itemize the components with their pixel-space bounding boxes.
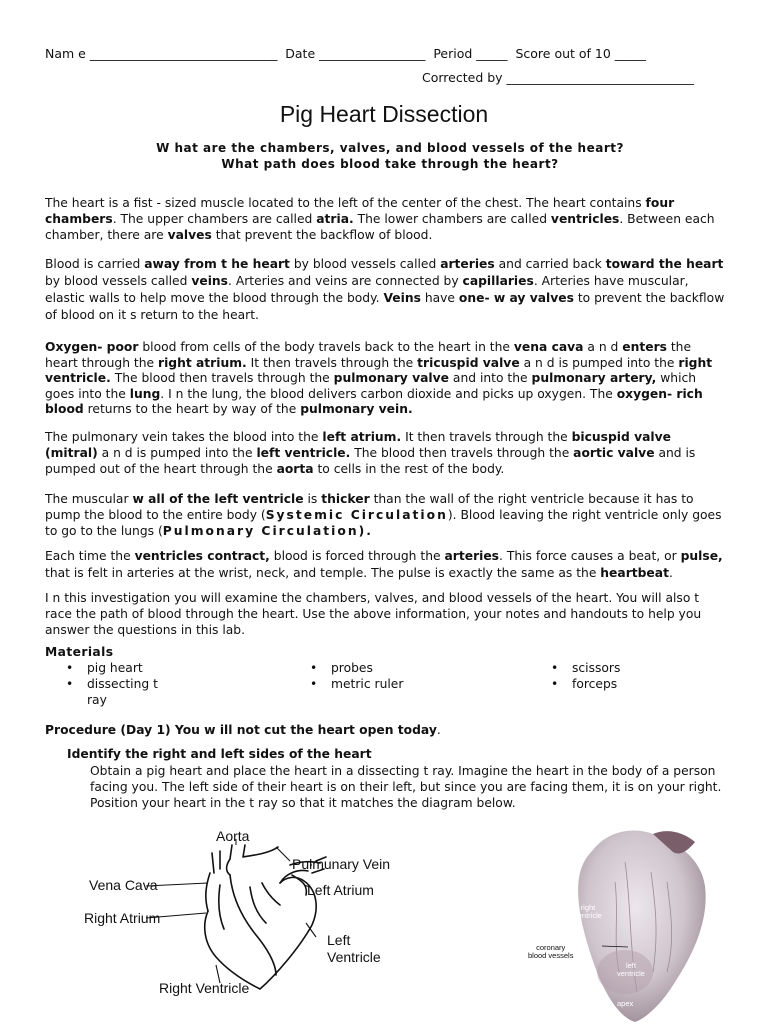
paragraph-2: Blood is carried away from t he heart by blood vessels called arteries and carried back toward the heart by blood vessels called veins. Arteries and veins are connected by capillaries. Arteries have muscular, elastic walls to help move the blood through the body. Veins have one- w ay valves to prevent the backflow of blood on it s return to the heart. bbox=[45, 257, 725, 322]
list-item: • forceps bbox=[547, 676, 707, 692]
label-vena-cava: Vena Cava bbox=[89, 877, 158, 893]
photo-label-apex: apex bbox=[617, 999, 634, 1008]
paragraph-7: I n this investigation you will examine the chambers, valves, and blood vessels of the heart. You will also t race the path of blood through the heart. Use the above information, your notes and handouts to help you answer the questions in this lab. bbox=[45, 591, 702, 637]
guiding-questions bbox=[0, 140, 768, 172]
paragraph-5: The muscular w all of the left ventricle is thicker than the wall of the right ventricle because it has to pump the blood to the entire body (Systemic Circulation). Blood leaving the right ventricle only goes to go to the lungs (Pulmonary Circulation). bbox=[45, 492, 722, 538]
list-item: • pig heart bbox=[62, 660, 202, 676]
paragraph-6: Each time the ventricles contract, blood is forced through the arteries. This force causes a beat, or pulse, that is felt in arteries at the wrist, neck, and temple. The pulse is exactly the same as the heartbeat. bbox=[45, 549, 723, 580]
photo-label-left-ventricle: left ventricle bbox=[617, 961, 645, 978]
list-item: • metric ruler bbox=[306, 676, 466, 692]
label-left-ventricle: Left Ventricle bbox=[327, 932, 381, 965]
label-left-atrium: Left Atrium bbox=[307, 882, 374, 898]
procedure-heading: Procedure (Day 1) You w ill not cut the heart open today. bbox=[45, 723, 441, 737]
label-right-ventricle: Right Ventricle bbox=[159, 980, 250, 996]
photo-label-coronary: coronary blood vessels bbox=[528, 943, 574, 960]
aorta-lines bbox=[227, 845, 278, 875]
label-right-atrium: Right Atrium bbox=[84, 910, 161, 926]
label-pulmonary-vein: Pulmunary Vein bbox=[292, 856, 391, 872]
paragraph-1: The heart is a fist - sized muscle located to the left of the center of the chest. The heart contains four chambers. The upper chambers are called atria. The lower chambers are called ventricles. Between each chamber, there are valves that prevent the backflow of blood. bbox=[45, 196, 715, 242]
list-item: • dissecting t ray bbox=[62, 676, 202, 708]
heart-photo bbox=[555, 822, 715, 1024]
paragraph-3: Oxygen- poor blood from cells of the body travels back to the heart in the vena cava a n d enters the heart through the right atrium. It then travels through the tricuspid valve a n d is pumped into the right ventricle. The blood then travels through the pulmonary valve and into the pulmonary artery, which goes into the lung. I n the lung, the blood delivers carbon dioxide and picks up oxygen. The oxygen- rich blood returns to the heart by way of the pulmonary vein. bbox=[45, 340, 713, 416]
header-corrected-line: Corrected by ______________________________ bbox=[422, 70, 695, 85]
procedure-subheading: Identify the right and left sides of the heart bbox=[67, 747, 372, 761]
materials-heading: Materials bbox=[45, 645, 114, 659]
question-2: What path does blood take through the heart? bbox=[221, 157, 559, 171]
procedure-text: Obtain a pig heart and place the heart in a dissecting t ray. Imagine the heart in the body of a person facing you. The left side of their heart is on their left, but since you are facing them, it is on your right. Position your heart in the t ray so that it matches the diagram below. bbox=[90, 764, 722, 810]
materials-col-3 bbox=[547, 660, 707, 692]
page-title: Pig Heart Dissection bbox=[279, 101, 489, 127]
photo-label-right-ventricle: right ventricle bbox=[574, 903, 602, 920]
label-aorta: Aorta bbox=[216, 828, 250, 844]
materials-col-1 bbox=[62, 660, 202, 708]
list-item: • probes bbox=[306, 660, 466, 676]
question-1: W hat are the chambers, valves, and blood vessels of the heart? bbox=[156, 141, 624, 155]
header-name-line: Nam e ______________________________ Date _________________ Period _____ Score out of 10 _____ bbox=[45, 46, 647, 61]
list-item: • scissors bbox=[547, 660, 707, 676]
materials-col-2 bbox=[306, 660, 466, 692]
paragraph-4: The pulmonary vein takes the blood into the left atrium. It then travels through the bicuspid valve (mitral) a n d is pumped into the left ventricle. The blood then travels through the aortic valve and is pumped out of the heart through the aorta to cells in the rest of the body. bbox=[45, 430, 696, 476]
